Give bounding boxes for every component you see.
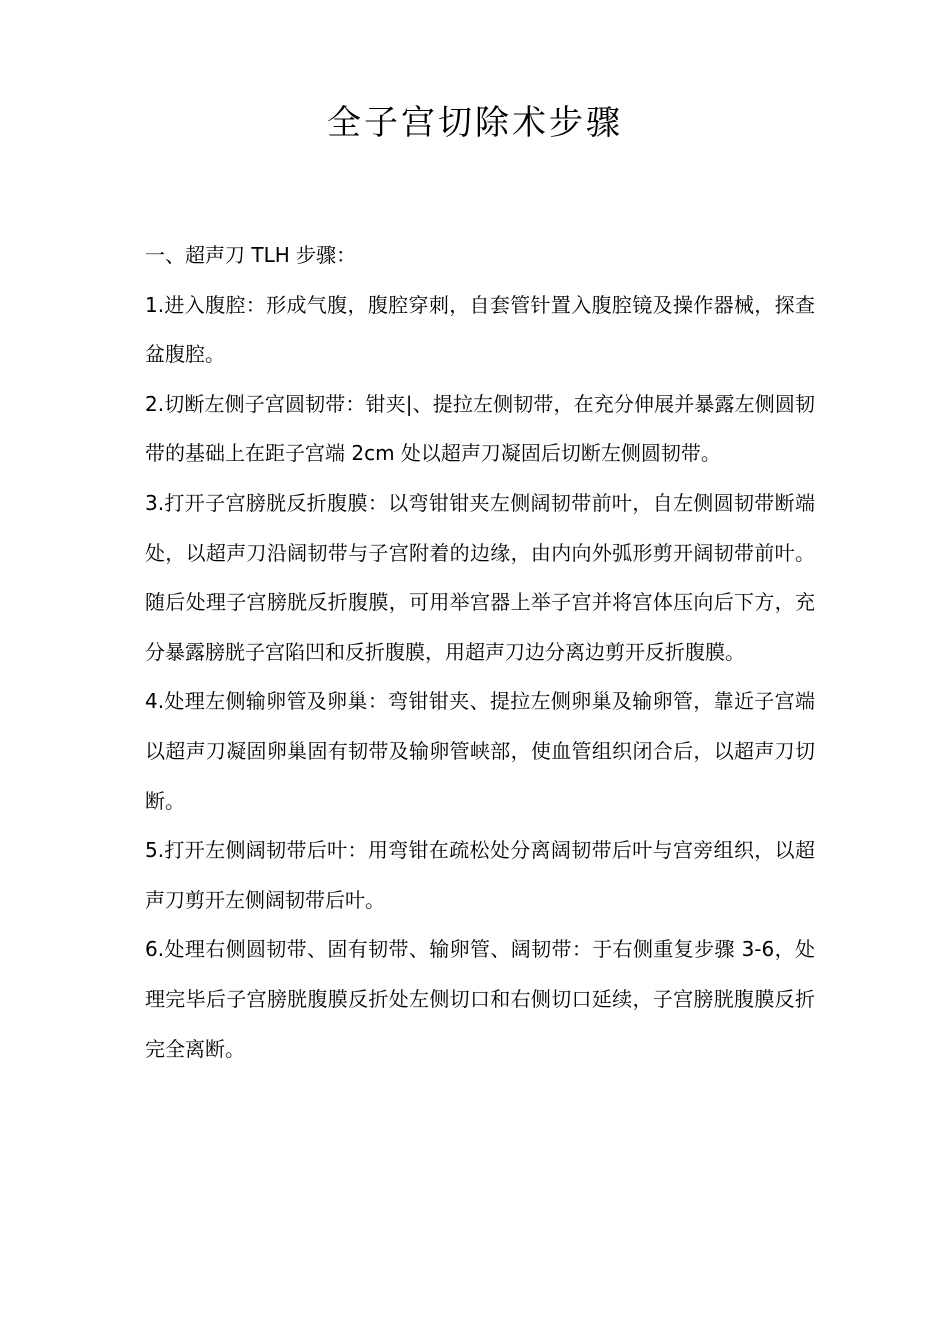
step-5: 5.打开左侧阔韧带后叶：用弯钳在疏松处分离阔韧带后叶与宫旁组织，以超声刀剪开左侧阔韧带后叶。 — [145, 838, 815, 912]
step-1: 1.进入腹腔：形成气腹，腹腔穿刺，自套管针置入腹腔镜及操作器械，探查盆腹腔。 — [145, 292, 815, 367]
step-2: 2.切断左侧子宫圆韧带：钳夹|、提拉左侧韧带，在充分伸展并暴露左侧圆韧带的基础上在距子宫端 2cm 处以超声刀凝固后切断左侧圆韧带。 — [145, 391, 815, 466]
step-6: 6.处理右侧圆韧带、固有韧带、输卵管、阔韧带：于右侧重复步骤 3-6，处理完毕后子宫膀胱腹膜反折处左侧切口和右侧切口延续，子宫膀胱腹膜反折完全离断。 — [145, 937, 815, 1061]
section-heading: 一、超声刀 TLH 步骤： — [145, 243, 357, 267]
step-4: 4.处理左侧输卵管及卵巢：弯钳钳夹、提拉左侧卵巢及输卵管，靠近子宫端以超声刀凝固卵巢固有韧带及输卵管峡部，使血管组织闭合后，以超声刀切断。 — [145, 689, 815, 813]
step-3: 3.打开子宫膀胱反折腹膜：以弯钳钳夹左侧阔韧带前叶，自左侧圆韧带断端处，以超声刀沿阔韧带与子宫附着的边缘，由内向外弧形剪开阔韧带前叶。随后处理子宫膀胱反折腹膜，可用举宫器上举子宫并将宫体压向后下方，充分暴露膀胱子宫陷凹和反折腹膜，用超声刀边分离边剪开反折腹膜。 — [145, 490, 815, 664]
document-title: 全子宫切除术步骤 — [327, 103, 623, 143]
document-body — [145, 231, 815, 1074]
